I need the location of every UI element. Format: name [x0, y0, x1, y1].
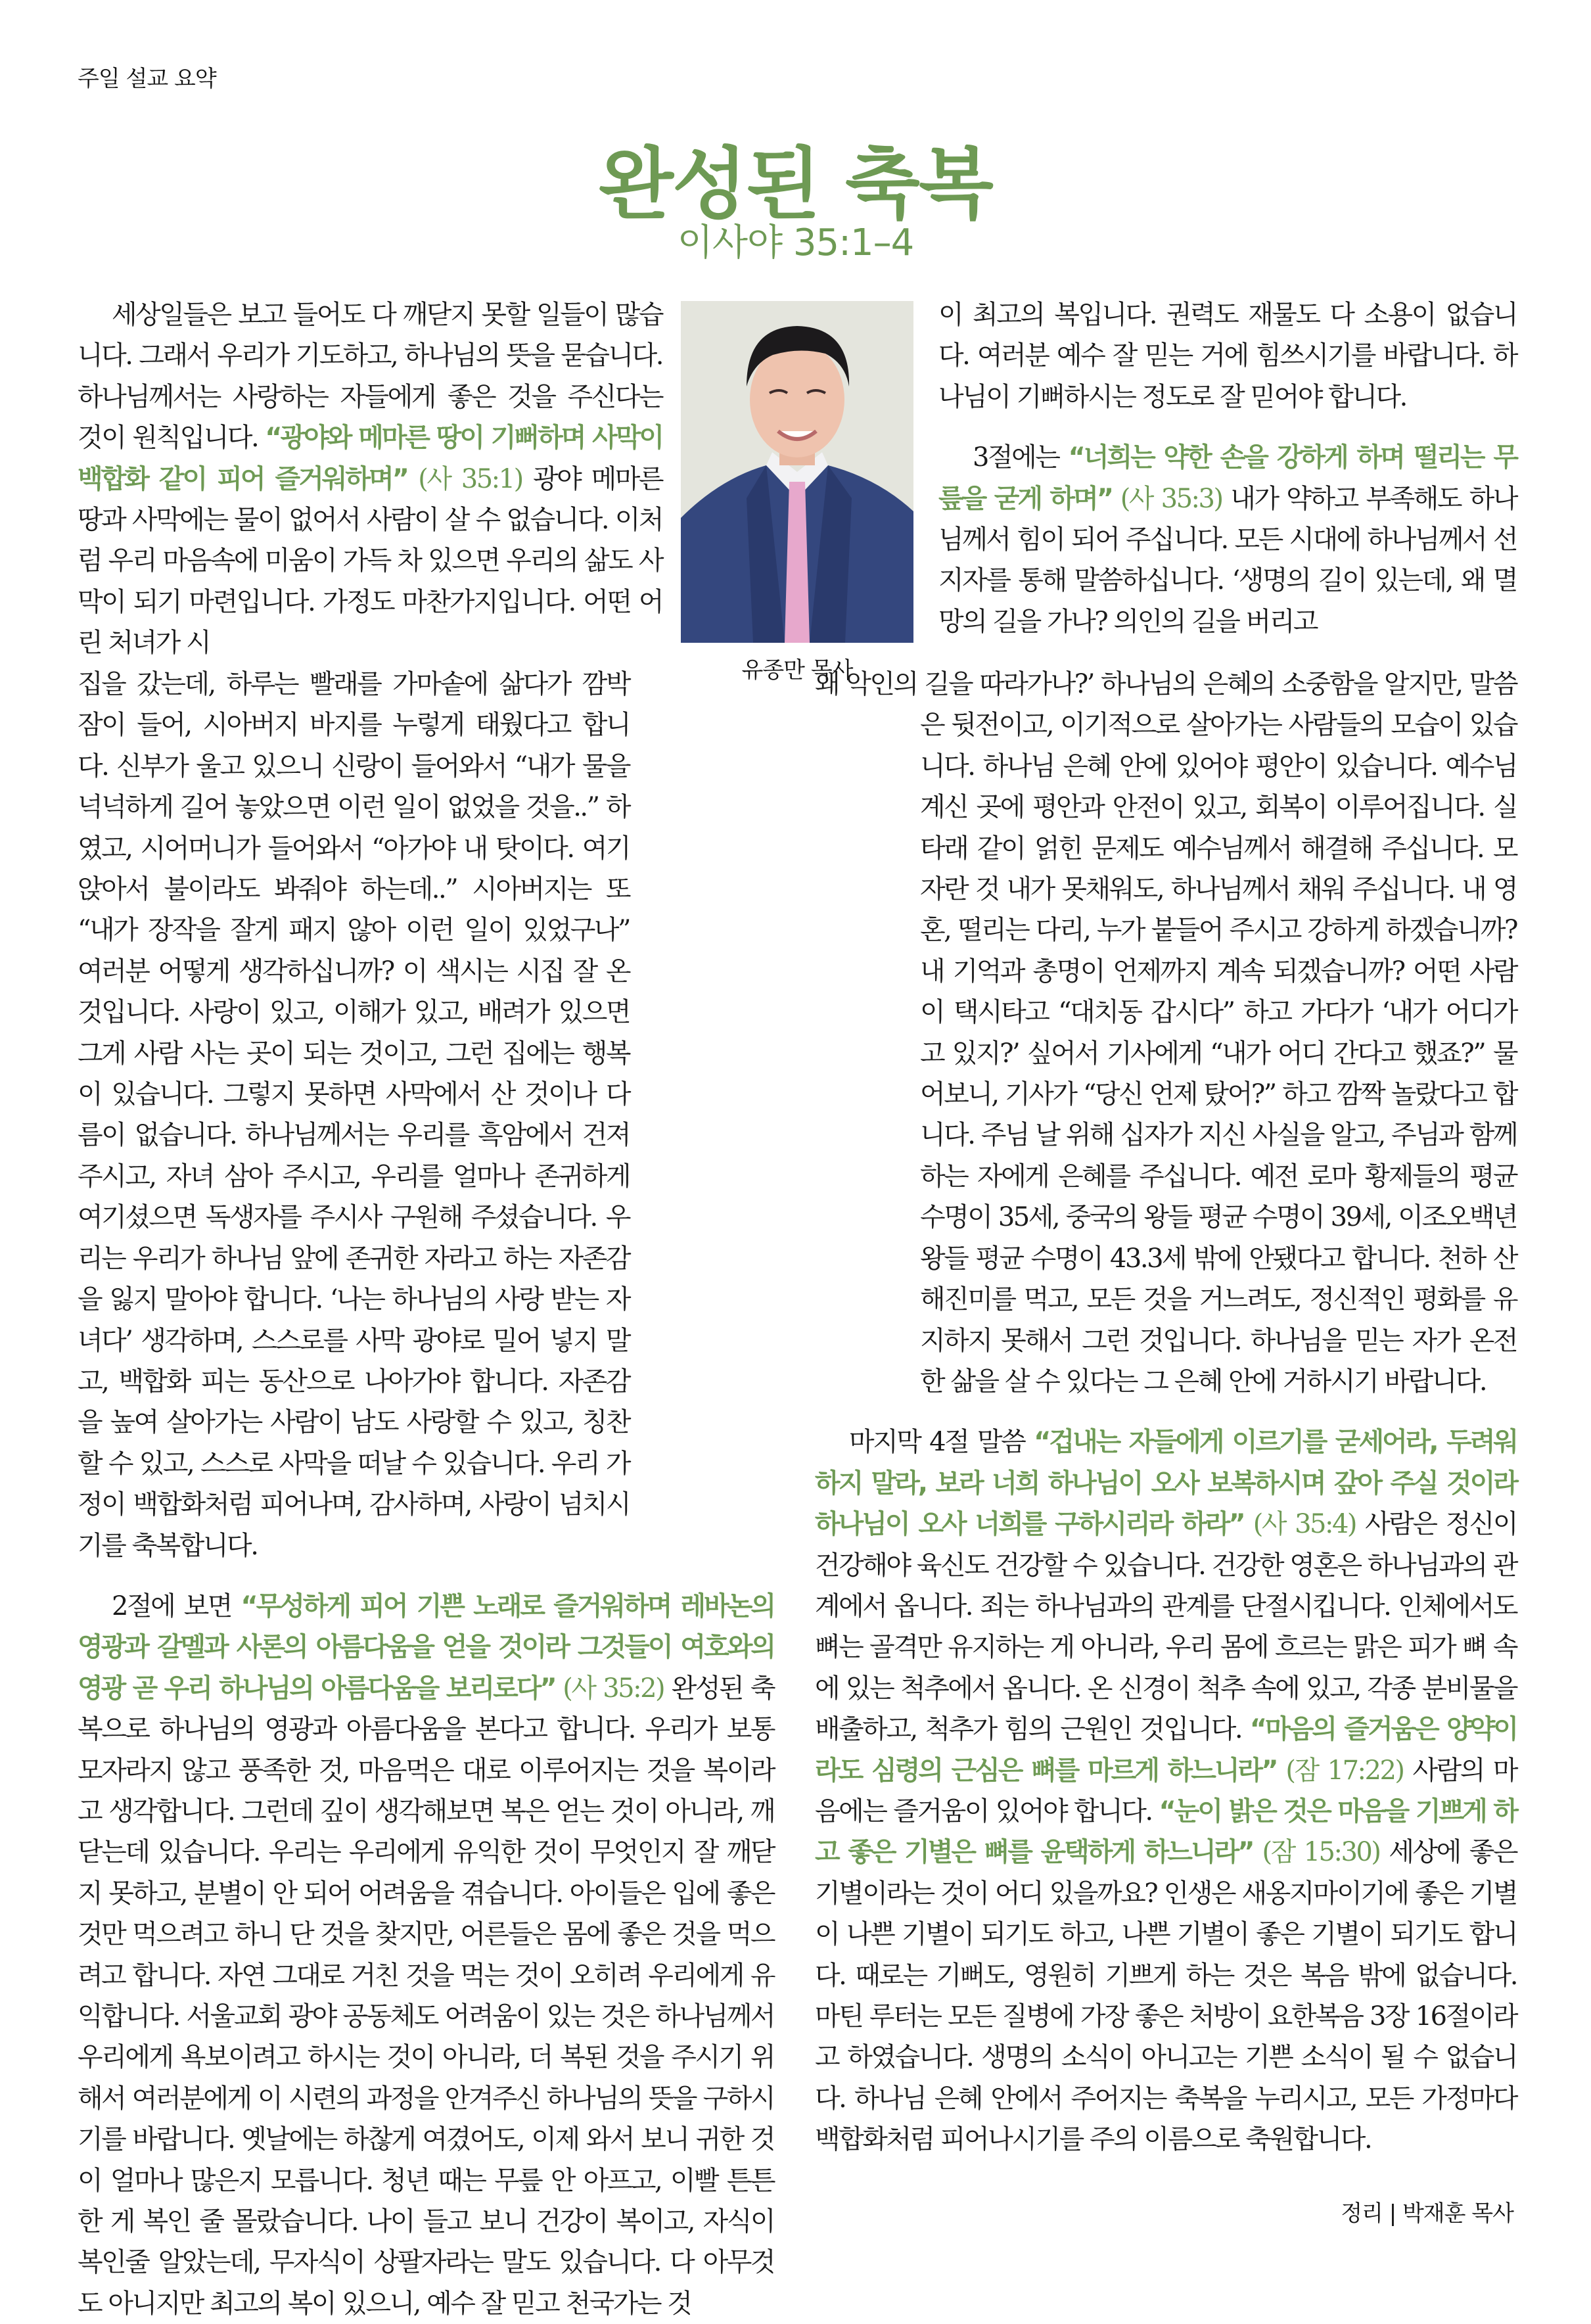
- verse-ref: (사 35:2): [555, 1673, 664, 1704]
- paragraph-1-upper: 세상일들은 보고 들어도 다 깨닫지 못할 일들이 많습니다. 그래서 우리가 기도하고, 하나님의 뜻을 묻습니다. 하나님께서는 사랑하는 자들에게 좋은 것을 주신다는 것이 원칙입니다. “광야와 메마른 땅이 기뻐하며 사막이 백합화 같이 피어 즐거워하며” (사 35:1) 광야 메마른 땅과 사막에는 물이 없어서 사람이 살 수 없습니다. 이처럼 우리 마음속에 미움이 가득 차 있으면 우리의 삶도 사막이 되기 마련입니다. 가정도 마찬가지입니다. 어떤 어린 처녀가 시: [78, 300, 662, 659]
- paragraph-3-lower: 왜 악인의 길을 따라가나?’ 하나님의 은혜의 소중함을 알지만, 말씀은 뒷전이고, 이기적으로 살아가는 사람들의 모습이 있습니다. 하나님 은혜 안에 있어야 평안이 있습니다. 예수님 계신 곳에 평안과 안전이 있고, 회복이 이루어집니다. 실타래 같이 얽힌 문제도 예수님께서 해결해 주십니다. 모자란 것 내가 못채워도, 하나님께서 채워 주십니다. 내 영혼, 떨리는 다리, 누가 붙들어 주시고 강하게 하겠습니까? 내 기억과 총명이 언제까지 계속 되겠습니까? 어떤 사람이 택시타고 “대치동 갑시다” 하고 가다가 ‘내가 어디가고 있지?’ 싶어서 기사에게 “내가 어디 간다고 했죠?” 물어보니, 기사가 “당신 언제 탔어?” 하고 깜짝 놀랐다고 합니다. 주님 날 위해 십자가 지신 사실을 알고, 주님과 함께 하는 자에게 은혜를 주십니다. 예전 로마 황제들의 평균 수명이 35세, 중국의 왕들 평균 수명이 39세, 이조오백년 왕들 평균 수명이 43.3세 밖에 안됐다고 합니다. 천하 산해진미를 먹고, 모든 것을 거느려도, 정신적인 평화를 유지하지 못해서 그런 것입니다. 하나님을 믿는 자가 온전한 삶을 살 수 있다는 그 은혜 안에 거하시기 바랍니다.: [815, 669, 1517, 1397]
- section-label: 주일 설교 요약: [78, 66, 216, 92]
- editor-credit: 정리 | 박재훈 목사: [1341, 2200, 1513, 2227]
- column-right-top: [938, 294, 1517, 642]
- scripture-reference: 이사야 35:1–4: [677, 221, 914, 264]
- paragraph-4: 마지막 4절 말씀 “겁내는 자들에게 이르기를 굳세어라, 두려워하지 말라, 보라 너희 하나님이 오사 보복하시며 갚아 주실 것이라 하나님이 오사 너희를 구하시리라 하라” (사 35:4) 사람은 정신이 건강해야 육신도 건강할 수 있습니다. 건강한 영혼은 하나님과의 관계에서 옵니다. 죄는 하나님과의 관계를 단절시킵니다. 인체에서도 뼈는 골격만 유지하는 게 아니라, 우리 몸에 흐르는 맑은 피가 뼈 속에 있는 척추에서 옵니다. 온 신경이 척추 속에 있고, 각종 분비물을 배출하고, 척추가 힘의 근원인 것입니다. “마음의 즐거움은 양약이라도 심령의 근심은 뼈를 마르게 하느니라” (잠 17:22) 사람의 마음에는 즐거움이 있어야 합니다. “눈이 밝은 것은 마음을 기쁘게 하고 좋은 기별은 뼈를 윤택하게 하느니라” (잠 15:30) 세상에 좋은 기별이라는 것이 어디 있을까요? 인생은 새옹지마이기에 좋은 기별이 나쁜 기별이 되기도 하고, 나쁜 기별이 좋은 기별이 되기도 합니다. 때로는 기뻐도, 영원히 기쁘게 하는 것은 복음 밖에 없습니다. 마틴 루터는 모든 질병에 가장 좋은 처방이 요한복음 3장 16절이라고 하였습니다. 생명의 소식이 아니고는 기쁜 소식이 될 수 없습니다. 하나님 은혜 안에서 주어지는 축복을 누리시고, 모든 가정마다 백합화처럼 피어나시기를 주의 이름으로 축원합니다.: [815, 1427, 1517, 2155]
- verse-ref: (사 35:3): [1111, 483, 1222, 514]
- pastor-portrait-photo: [681, 301, 913, 643]
- verse-quote: “무성하게 피어 기쁜 노래로 즐거워하며 레바논의 영광과 갈멜과 사론의 아름다움을 얻을 것이라 그것들이 여호와의 영광 곧 우리 하나님의 아름다움을 보리로다”: [78, 1591, 774, 1704]
- column-left-top: [78, 294, 662, 664]
- verse-ref: (사 35:4): [1243, 1509, 1356, 1540]
- verse-ref: (잠 17:22): [1276, 1755, 1404, 1786]
- paragraph-2: 2절에 보면 “무성하게 피어 기쁜 노래로 즐거워하며 레바논의 영광과 갈멜과 사론의 아름다움을 얻을 것이라 그것들이 여호와의 영광 곧 우리 하나님의 아름다움을 보리로다” (사 35:2) 완성된 축복으로 하나님의 영광과 아름다움을 본다고 합니다. 우리가 보통 모자라지 않고 풍족한 것, 마음먹은 대로 이루어지는 것을 복이라고 생각합니다. 그런데 깊이 생각해보면 복은 얻는 것이 아니라, 깨닫는데 있습니다. 우리는 우리에게 유익한 것이 무엇인지 잘 깨닫지 못하고, 분별이 안 되어 어려움을 겪습니다. 아이들은 입에 좋은 것만 먹으려고 하니 단 것을 찾지만, 어른들은 몸에 좋은 것을 먹으려고 합니다. 자연 그대로 거친 것을 먹는 것이 오히려 우리에게 유익합니다. 서울교회 광야 공동체도 어려움이 있는 것은 하나님께서 우리에게 욕보이려고 하시는 것이 아니라, 더 복된 것을 주시기 위해서 여러분에게 이 시련의 과정을 안겨주신 하나님의 뜻을 구하시기를 바랍니다. 옛날에는 하찮게 여겼어도, 이제 와서 보니 귀한 것이 얼마나 많은지 모릅니다. 청년 때는 무릎 안 아프고, 이빨 튼튼한 게 복인 줄 몰랐습니다. 나이 들고 보니 건강이 복이고, 자식이 복인줄 알았는데, 무자식이 상팔자라는 말도 있습니다. 다 아무것도 아니지만 최고의 복이 있으니, 예수 잘 믿고 천국가는 것: [78, 1591, 774, 2319]
- verse-quote-proverbs-17-22: “마음의 즐거움은 양약이라도 심령의 근심은 뼈를 마르게 하느니라”: [815, 1714, 1517, 1786]
- sermon-title: 완성된 축복: [598, 139, 993, 229]
- verse-quote-proverbs-15-30: “눈이 밝은 것은 마음을 기쁘게 하고 좋은 기별은 뼈를 윤택하게 하느니라”: [815, 1796, 1517, 1868]
- verse-quote: “겁내는 자들에게 이르기를 굳세어라, 두려워하지 말라, 보라 너희 하나님이 오사 보복하시며 갚아 주실 것이라 하나님이 오사 너희를 구하시리라 하라”: [815, 1427, 1517, 1540]
- verse-ref: (잠 15:30): [1253, 1837, 1380, 1868]
- photo-caption: 유종만 목사: [741, 657, 853, 684]
- column-left-bottom: [78, 664, 774, 2324]
- paragraph-2-continued: 이 최고의 복입니다. 권력도 재물도 다 소용이 없습니다. 여러분 예수 잘 믿는 거에 힘쓰시기를 바랍니다. 하나님이 기뻐하시는 정도로 잘 믿어야 합니다.: [938, 300, 1517, 412]
- portrait-icon: [681, 301, 913, 643]
- verse-ref: (사 35:1): [407, 463, 522, 494]
- paragraph-1-lower: 집을 갔는데, 하루는 빨래를 가마솥에 삶다가 깜박 잠이 들어, 시아버지 바지를 누렇게 태웠다고 합니다. 신부가 울고 있으니 신랑이 들어와서 “내가 물을 넉넉하게 길어 놓았으면 이런 일이 없었을 것을..” 하였고, 시어머니가 들어와서 “아가야 내 탓이다. 여기 앉아서 불이라도 봐줘야 하는데..” 시아버지는 또 “내가 장작을 잘게 패지 않아 이런 일이 있었구나” 여러분 어떻게 생각하십니까? 이 색시는 시집 잘 온 것입니다. 사랑이 있고, 이해가 있고, 배려가 있으면 그게 사람 사는 곳이 되는 것이고, 그런 집에는 행복이 있습니다. 그렇지 못하면 사막에서 산 것이나 다름이 없습니다. 하나님께서는 우리를 흑암에서 건져주시고, 자녀 삼아 주시고, 우리를 얼마나 존귀하게 여기셨으면 독생자를 주시사 구원해 주셨습니다. 우리는 우리가 하나님 앞에 존귀한 자라고 하는 자존감을 잃지 말아야 합니다. ‘나는 하나님의 사랑 받는 자녀다’ 생각하며, 스스로를 사막 광야로 밀어 넣지 말고, 백합화 피는 동산으로 나아가야 합니다. 자존감을 높여 살아가는 사람이 남도 사랑할 수 있고, 칭찬할 수 있고, 스스로 사막을 떠날 수 있습니다. 우리 가정이 백합화처럼 피어나며, 감사하며, 사랑이 넘치시기를 축복합니다.: [78, 669, 630, 1561]
- column-right-bottom: [815, 664, 1517, 2160]
- verse-quote: “광야와 메마른 땅이 기뻐하며 사막이 백합화 같이 피어 즐거워하며”: [78, 423, 662, 494]
- verse-quote: “너희는 약한 손을 강하게 하며 떨리는 무릎을 굳게 하며”: [938, 442, 1517, 514]
- paragraph-3-upper: 3절에는 “너희는 약한 손을 강하게 하며 떨리는 무릎을 굳게 하며” (사 35:3) 내가 약하고 부족해도 하나님께서 힘이 되어 주십니다. 모든 시대에 하나님께서 선지자를 통해 말씀하십니다. ‘생명의 길이 있는데, 왜 멸망의 길을 가나? 의인의 길을 버리고: [938, 442, 1517, 637]
